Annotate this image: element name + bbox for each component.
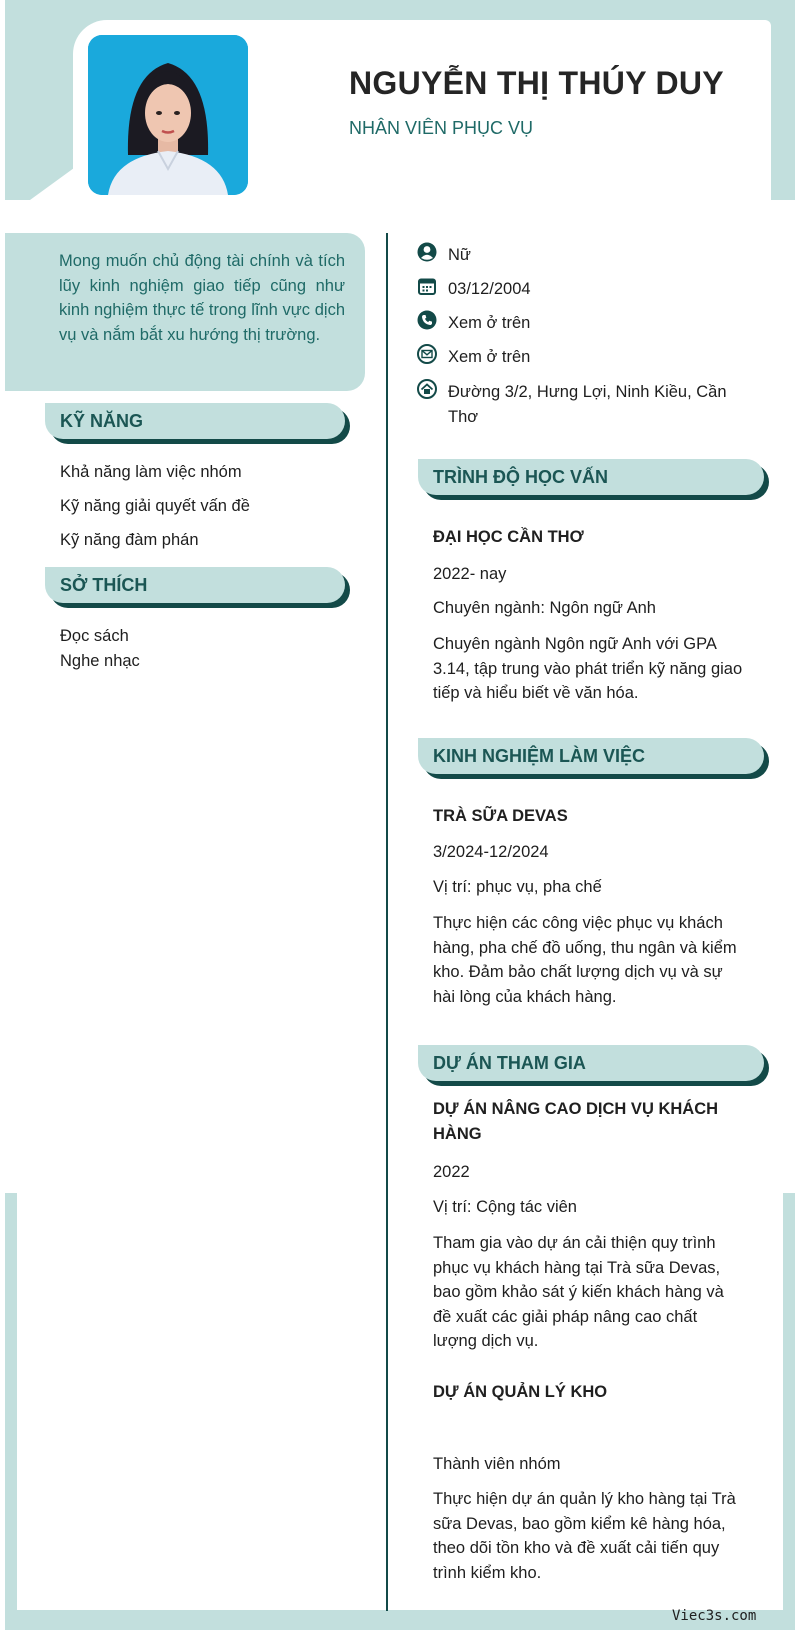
objective-text: Mong muốn chủ động tài chính và tích lũy kinh nghiệm giao tiếp cũng như kinh nghiệm thực tế trong lĩnh vực dịch vụ và nắm bắt xu hướng thị trường. <box>59 252 345 344</box>
company-name: TRÀ SỮA DEVAS <box>433 807 568 825</box>
list-item: Khả năng làm việc nhóm <box>60 463 242 481</box>
profile-photo <box>88 35 248 195</box>
address-value: Đường 3/2, Hưng Lợi, Ninh Kiều, Cần Thơ <box>448 383 727 426</box>
gender-value: Nữ <box>448 246 471 264</box>
project-name: DỰ ÁN NÂNG CAO DỊCH VỤ KHÁCH HÀNG <box>433 1100 719 1143</box>
skills-list <box>60 463 250 565</box>
contact-gender <box>417 243 758 268</box>
home-icon <box>417 379 437 399</box>
phone-value: Xem ở trên <box>448 314 531 332</box>
education-description: Chuyên ngành Ngôn ngữ Anh với GPA 3.14, tập trung vào phát triển kỹ năng giao tiếp và hiểu biết về văn hóa. <box>433 635 743 702</box>
projects-heading: DỰ ÁN THAM GIA <box>418 1045 764 1081</box>
project-description: Tham gia vào dự án cải thiện quy trình phục vụ khách hàng tại Trà sữa Devas, bao gồm khảo sát ý kiến khách hàng và đề xuất các giải pháp nâng cao chất lượng dịch vụ. <box>433 1234 724 1350</box>
birthday-value: 03/12/2004 <box>448 280 531 298</box>
career-objective <box>5 233 365 391</box>
calendar-icon <box>417 276 437 296</box>
education-heading: TRÌNH ĐỘ HỌC VẤN <box>418 459 764 495</box>
education-major: Chuyên ngành: Ngôn ngữ Anh <box>433 599 656 617</box>
list-item: Kỹ năng giải quyết vấn đề <box>60 497 250 515</box>
experience-period: 3/2024-12/2024 <box>433 843 549 861</box>
email-value: Xem ở trên <box>448 348 531 366</box>
school-name: ĐẠI HỌC CẦN THƠ <box>433 528 584 546</box>
hobbies-list <box>60 627 140 677</box>
list-item: Kỹ năng đàm phán <box>60 531 199 549</box>
column-divider <box>386 233 388 1611</box>
user-icon <box>417 242 437 262</box>
job-title: NHÂN VIÊN PHỤC VỤ <box>349 118 534 138</box>
experience-heading: KINH NGHIỆM LÀM VIỆC <box>418 738 764 774</box>
project-year: 2022 <box>433 1163 470 1181</box>
corner-fold <box>30 168 74 200</box>
contact-birthday <box>417 277 758 302</box>
experience-position: Vị trí: phục vụ, pha chế <box>433 878 602 896</box>
email-icon <box>417 344 437 364</box>
education-period: 2022- nay <box>433 565 507 583</box>
contact-phone <box>417 311 758 336</box>
project-role: Thành viên nhóm <box>433 1455 561 1473</box>
experience-description: Thực hiện các công việc phục vụ khách hàng, pha chế đồ uống, thu ngân và kiểm kho. Đảm bảo chất lượng dịch vụ và sự hài lòng của khách hàng. <box>433 914 737 1006</box>
contact-address <box>417 380 758 429</box>
project-role: Vị trí: Cộng tác viên <box>433 1198 577 1216</box>
contact-email <box>417 345 758 370</box>
portrait-illustration <box>88 35 248 195</box>
candidate-name: NGUYỄN THỊ THÚY DUY <box>349 65 724 101</box>
project-description: Thực hiện dự án quản lý kho hàng tại Trà sữa Devas, bao gồm kiểm kê hàng hóa, theo dõi tồn kho và đề xuất cải tiến quy trình kiểm kho. <box>433 1490 736 1582</box>
skills-heading: KỸ NĂNG <box>45 403 345 439</box>
project-name: DỰ ÁN QUẢN LÝ KHO <box>433 1383 608 1401</box>
hobbies-heading: SỞ THÍCH <box>45 567 345 603</box>
list-item: Nghe nhạc <box>60 652 140 670</box>
phone-icon <box>417 310 437 330</box>
list-item: Đọc sách <box>60 627 129 645</box>
watermark: Viec3s.com <box>672 1608 757 1624</box>
